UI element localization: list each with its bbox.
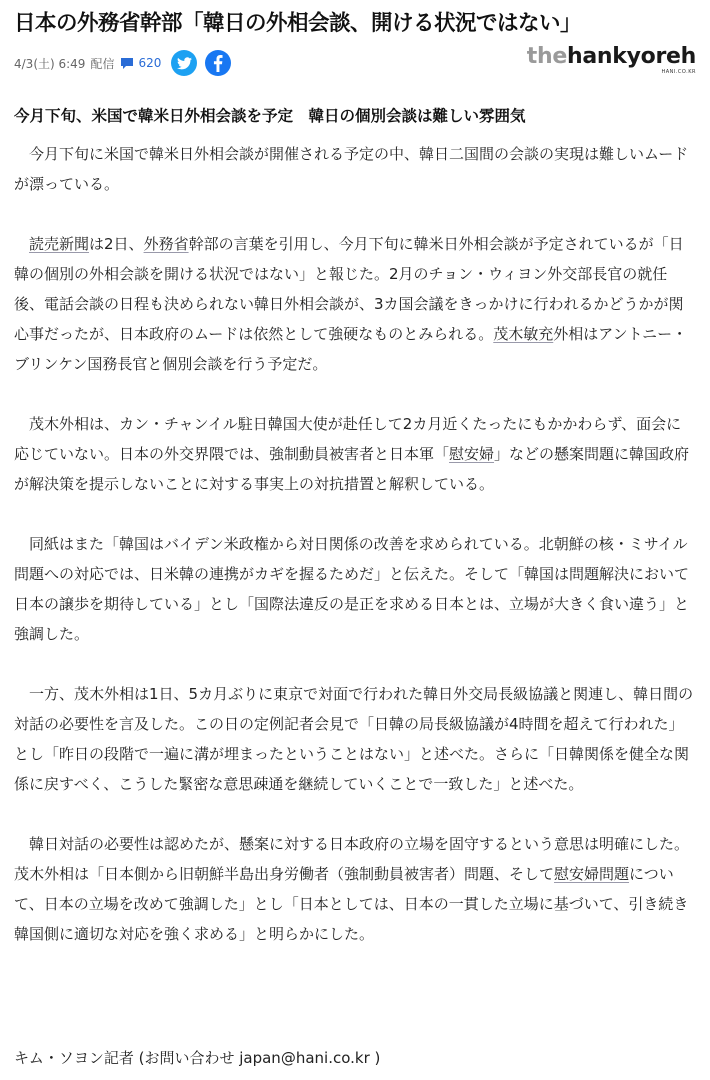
link-gaimusho[interactable]: 外務省 [143,235,189,253]
link-yomiuri[interactable]: 読売新聞 [29,235,90,253]
link-ianfu-mondai[interactable]: 慰安婦問題 [554,865,630,883]
article-body [14,139,696,979]
article-byline: キム・ソヨン記者 (お問い合わせ japan@hani.co.kr ) [14,1049,381,1067]
paragraph-2-text-3: 外相はアントニー・ブリンケン国務長官と個別会談を行う予定だ。 [14,325,688,373]
logo-domain: HANI.CO.KR [661,69,696,75]
share-buttons [171,50,239,76]
comment-count: 620 [138,56,162,70]
paragraph-6-text-1: 韓日対話の必要性は認めたが、懸案に対する日本政府の立場を固守するという意思は明確にした。茂木外相は「日本側から旧朝鮮半島出身労働者（強制動員被害者）問題、そして [14,835,690,883]
paragraph-1: 今月下旬に米国で韓米日外相会談が開催される予定の中、韓日二国間の会談の実現は難しいムードが漂っている。 [14,145,689,193]
link-motegi[interactable]: 茂木敏充 [493,325,554,343]
link-ianfu[interactable]: 慰安婦 [449,445,495,463]
paragraph-5: 一方、茂木外相は1日、5カ月ぶりに東京で対面で行われた韓日外交局長級協議と関連し、韓日間の対話の必要性を言及した。この日の定例記者会見で「日韓の局長級協議が4時間を超えて行われた」とし「昨日の段階で一遍に溝が埋まったということはない」と述べた。さらに「日韓関係を健全な関係に戻すべく、こうした緊密な意思疎通を継続していくことで一致した」と述べた。 [14,685,694,793]
distributed-label: 配信 [90,56,115,71]
paragraph-2 [14,229,696,379]
publish-date: 4/3(土) 6:49 [14,56,86,71]
twitter-share-button[interactable] [171,50,197,76]
article-meta [14,50,239,76]
logo-name: hankyoreh [567,44,696,69]
paragraph-3 [14,409,696,499]
facebook-share-button[interactable] [205,50,231,76]
facebook-icon [213,55,223,72]
paragraph-6 [14,829,696,949]
hankyoreh-logo[interactable] [512,46,696,75]
logo-the: the [526,44,567,69]
paragraph-3-text-2: 」などの懸案問題に韓国政府が解決策を提示しないことに対する事実上の対抗措置と解釈している。 [14,445,690,493]
paragraph-2-text-1: は2日、 [89,235,144,253]
paragraph-2-text-2: 幹部の言葉を引用し、今月下旬に韓米日外相会談が予定されているが「日韓の個別の外相会談を開ける状況ではない」と報じた。2月のチョン・ウィヨン外交部長官の就任後、電話会談の日程も決められない韓日外相会談が、3カ国会議をきっかけに行われるかどうかが関心事だったが、日本政府のムードは依然として強硬なものとみられる。 [14,235,684,343]
paragraph-3-text-1: 茂木外相は、カン・チャンイル駐日韓国大使が赴任して2カ月近くたったにもかかわらず、面会に応じていない。日本の外交界隈では、強制動員被害者と日本軍「 [14,415,682,463]
paragraph-4: 同紙はまた「韓国はバイデン米政権から対日関係の改善を求められている。北朝鮮の核・ミサイル問題への対応では、日米韓の連携がカギを握るためだ」と伝えた。そして「韓国は問題解決において日本の譲歩を期待している」とし「国際法違反の是正を求める日本とは、立場が大きく食い違う」と強調した。 [14,535,690,643]
paragraph-6-text-2: について、日本の立場を改めて強調した」とし「日本としては、日本の一貫した立場に基づいて、引き続き韓国側に適切な対応を強く求める」と明らかにした。 [14,865,689,943]
article-subheadline: 今月下旬、米国で韓米日外相会談を予定 韓日の個別会談は難しい雰囲気 [14,107,526,125]
article-headline: 日本の外務省幹部「韓日の外相会談、開ける状況ではない」 [14,11,582,36]
comment-count-link[interactable] [120,56,161,70]
comment-icon [120,57,134,70]
twitter-icon [177,57,192,70]
